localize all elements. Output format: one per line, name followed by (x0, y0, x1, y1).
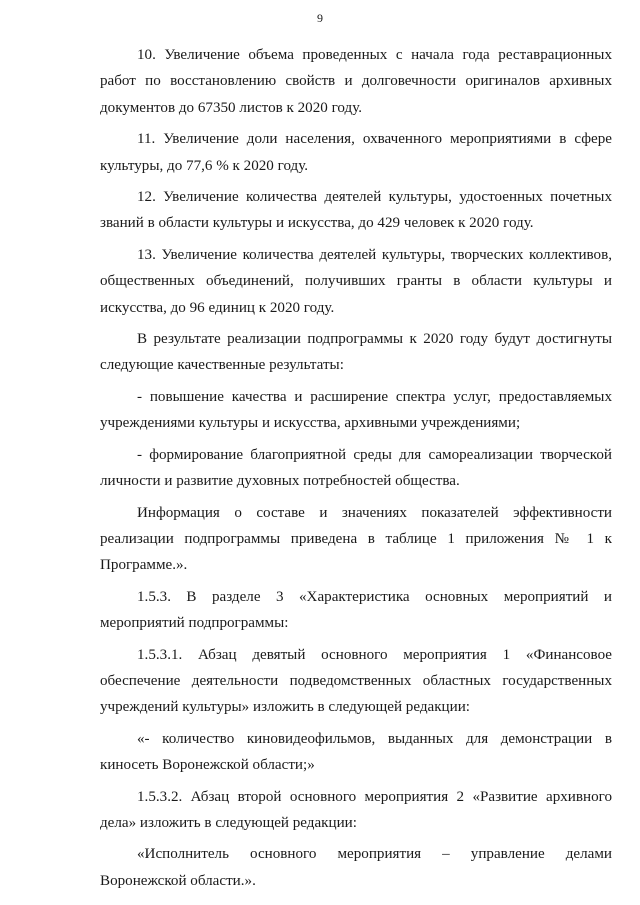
page-number: 9 (317, 11, 323, 25)
paragraph-indicators-info: Информация о составе и значениях показателей эффективности реализации подпрограммы приведена в таблице 1 приложения № 1 к Программе.». (100, 504, 612, 574)
paragraph-section-1-5-3-2: 1.5.3.2. Абзац второй основного мероприятия 2 «Развитие архивного дела» изложить в следующей редакции: (100, 788, 612, 831)
paragraph-result-services: - повышение качества и расширение спектра услуг, предоставляемых учреждениями культуры и искусства, архивными учреждениями; (100, 388, 612, 432)
paragraph-item-12: 12. Увеличение количества деятелей культуры, удостоенных почетных званий в области культуры и искусства, до 429 человек к 2020 году. (100, 189, 612, 232)
paragraph-item-11: 11. Увеличение доли населения, охваченного мероприятиями в сфере культуры, до 77,6 % к 2020 году. (100, 131, 612, 174)
paragraph-quote-films: «- количество киновидеофильмов, выданных для демонстрации в киносеть Воронежской области;» (100, 730, 612, 774)
paragraph-item-13: 13. Увеличение количества деятелей культуры, творческих коллективов, общественных объединений, получивших гранты в области культуры и искусства, до 96 единиц к 2020 году. (100, 246, 612, 316)
paragraph-result-environment: - формирование благоприятной среды для самореализации творческой личности и развитие духовных потребностей общества. (100, 446, 612, 490)
paragraph-item-10: 10. Увеличение объема проведенных с начала года реставрационных работ по восстановлению свойств и долговечности оригиналов архивных документов до 67350 листов к 2020 году. (100, 47, 612, 116)
paragraph-section-1-5-3: 1.5.3. В разделе 3 «Характеристика основных мероприятий и мероприятий подпрограммы: (100, 588, 612, 632)
paragraph-quote-executor: «Исполнитель основного мероприятия – управление делами Воронежской области.». (100, 846, 612, 889)
document-body (100, 42, 612, 899)
paragraph-section-1-5-3-1: 1.5.3.1. Абзац девятый основного мероприятия 1 «Финансовое обеспечение деятельности подведомственных областных государственных учреждений культуры» изложить в следующей редакции: (100, 646, 612, 716)
paragraph-results-intro: В результате реализации подпрограммы к 2020 году будут достигнуты следующие качественные результаты: (100, 331, 612, 374)
